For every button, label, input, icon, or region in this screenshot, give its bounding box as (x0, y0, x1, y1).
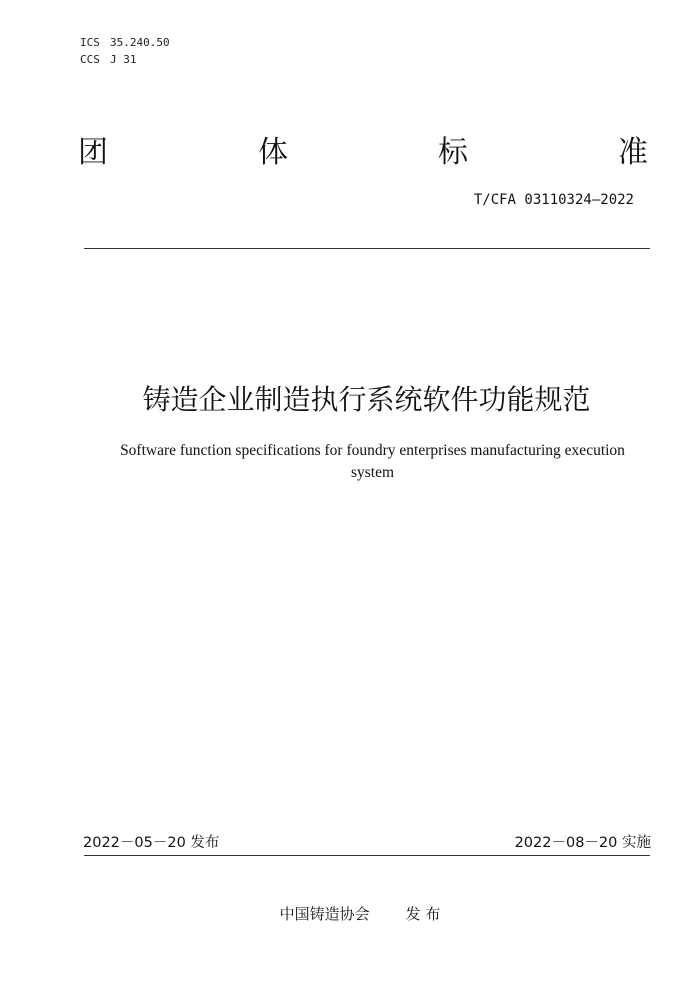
publish-action: 发 布 (405, 905, 441, 923)
date-row (83, 833, 651, 853)
standard-type-char: 团 (78, 135, 108, 170)
title-english: Software function specifications for foundry enterprises manufacturing execution system (120, 442, 625, 481)
standard-type-char: 体 (258, 135, 288, 170)
publisher-line (0, 904, 700, 924)
standard-type-heading (78, 133, 648, 173)
ics-label: ICS (80, 36, 100, 49)
title-chinese: 铸造企业制造执行系统软件功能规范 (142, 383, 591, 416)
classification-codes (80, 34, 170, 68)
standard-type-char: 标 (438, 135, 468, 170)
ccs-value: J 31 (110, 53, 137, 66)
standard-number: T/CFA 03110324—2022 (473, 192, 634, 208)
top-divider (84, 248, 650, 249)
implementation-date: 2022－08－20 实施 (514, 835, 651, 851)
publisher-name: 中国铸造协会 (279, 905, 370, 923)
standard-type-char: 准 (618, 135, 648, 170)
issue-date: 2022－05－20 发布 (83, 835, 220, 851)
ics-code (80, 34, 170, 51)
ics-value: 35.240.50 (110, 36, 170, 49)
ccs-label: CCS (80, 53, 100, 66)
bottom-divider (84, 855, 650, 856)
ccs-code (80, 51, 170, 68)
